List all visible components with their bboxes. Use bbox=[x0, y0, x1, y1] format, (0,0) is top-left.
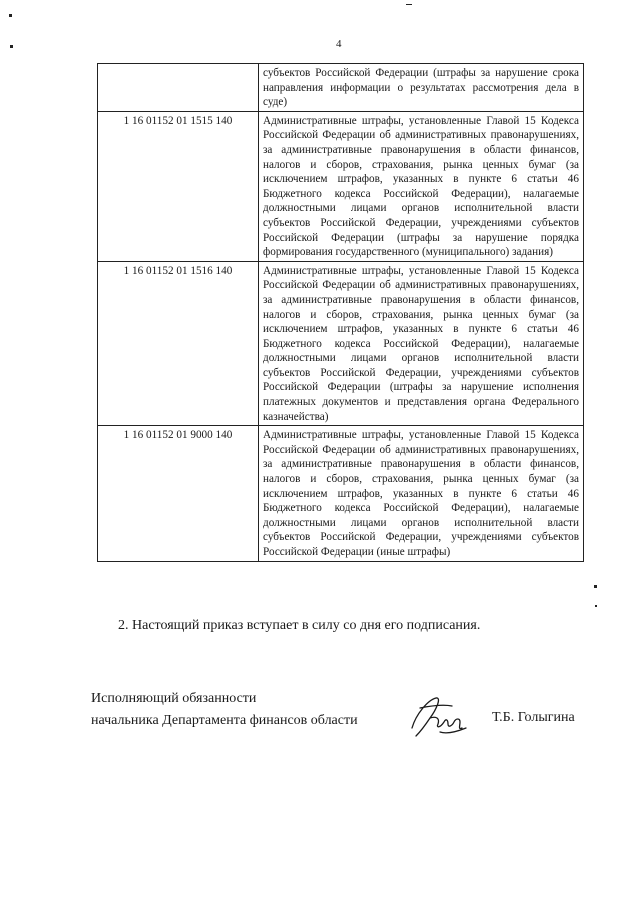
scan-speck bbox=[406, 4, 412, 5]
scan-speck bbox=[594, 585, 597, 588]
signatory-name: Т.Б. Голыгина bbox=[492, 710, 575, 725]
page-number: 4 bbox=[336, 38, 342, 50]
table-cell-code: 1 16 01152 01 1516 140 bbox=[98, 261, 259, 426]
scan-speck bbox=[9, 14, 12, 17]
scan-speck bbox=[595, 605, 597, 607]
revenue-codes-table bbox=[97, 63, 584, 562]
signatory-position-line-1: Исполняющий обязанности bbox=[91, 691, 257, 706]
table-row bbox=[98, 426, 584, 561]
table-row bbox=[98, 261, 584, 426]
signatory-position-line-2: начальника Департамента финансов области bbox=[91, 713, 358, 728]
table-cell-description: субъектов Российской Федерации (штрафы за нарушение срока направления информации о результатах рассмотрения дела в суде) bbox=[259, 64, 584, 112]
signatory-position bbox=[91, 688, 358, 732]
table-row bbox=[98, 64, 584, 112]
table-cell-code bbox=[98, 64, 259, 112]
table-row bbox=[98, 111, 584, 261]
table-cell-description: Административные штрафы, установленные Главой 15 Кодекса Российской Федерации об административных правонарушениях, за административные правонарушения в области финансов, налогов и сборов, страхования, рынка ценных бумаг (за исключением штрафов, указанных в пункте 6 статьи 46 Бюджетного кодекса Российской Федерации), налагаемые должностными лицами органов исполнительной власти субъектов Российской Федерации, учреждениями субъектов Российской Федерации (штрафы за нарушение порядка формирования государственного (муниципального) задания) bbox=[259, 111, 584, 261]
table-cell-description: Административные штрафы, установленные Главой 15 Кодекса Российской Федерации об административных правонарушениях, за административные правонарушения в области финансов, налогов и сборов, страхования, рынка ценных бумаг (за исключением штрафов, указанных в пункте 6 статьи 46 Бюджетного кодекса Российской Федерации), налагаемые должностными лицами органов исполнительной власти субъектов Российской Федерации, учреждениями субъектов Российской Федерации (иные штрафы) bbox=[259, 426, 584, 561]
scan-speck bbox=[10, 45, 13, 48]
table-cell-code: 1 16 01152 01 9000 140 bbox=[98, 426, 259, 561]
table-cell-description: Административные штрафы, установленные Главой 15 Кодекса Российской Федерации об административных правонарушениях, за административные правонарушения в области финансов, налогов и сборов, страхования, рынка ценных бумаг (за исключением штрафов, указанных в пункте 6 статьи 46 Бюджетного кодекса Российской Федерации), налагаемые должностными лицами органов исполнительной власти субъектов Российской Федерации, учреждениями субъектов Российской Федерации (штрафы за нарушение исполнения платежных документов и представления органа Федерального казначейства) bbox=[259, 261, 584, 426]
table-cell-code: 1 16 01152 01 1515 140 bbox=[98, 111, 259, 261]
clause-2: 2. Настоящий приказ вступает в силу со дня его подписания. bbox=[118, 618, 481, 633]
handwritten-signature bbox=[406, 688, 472, 744]
